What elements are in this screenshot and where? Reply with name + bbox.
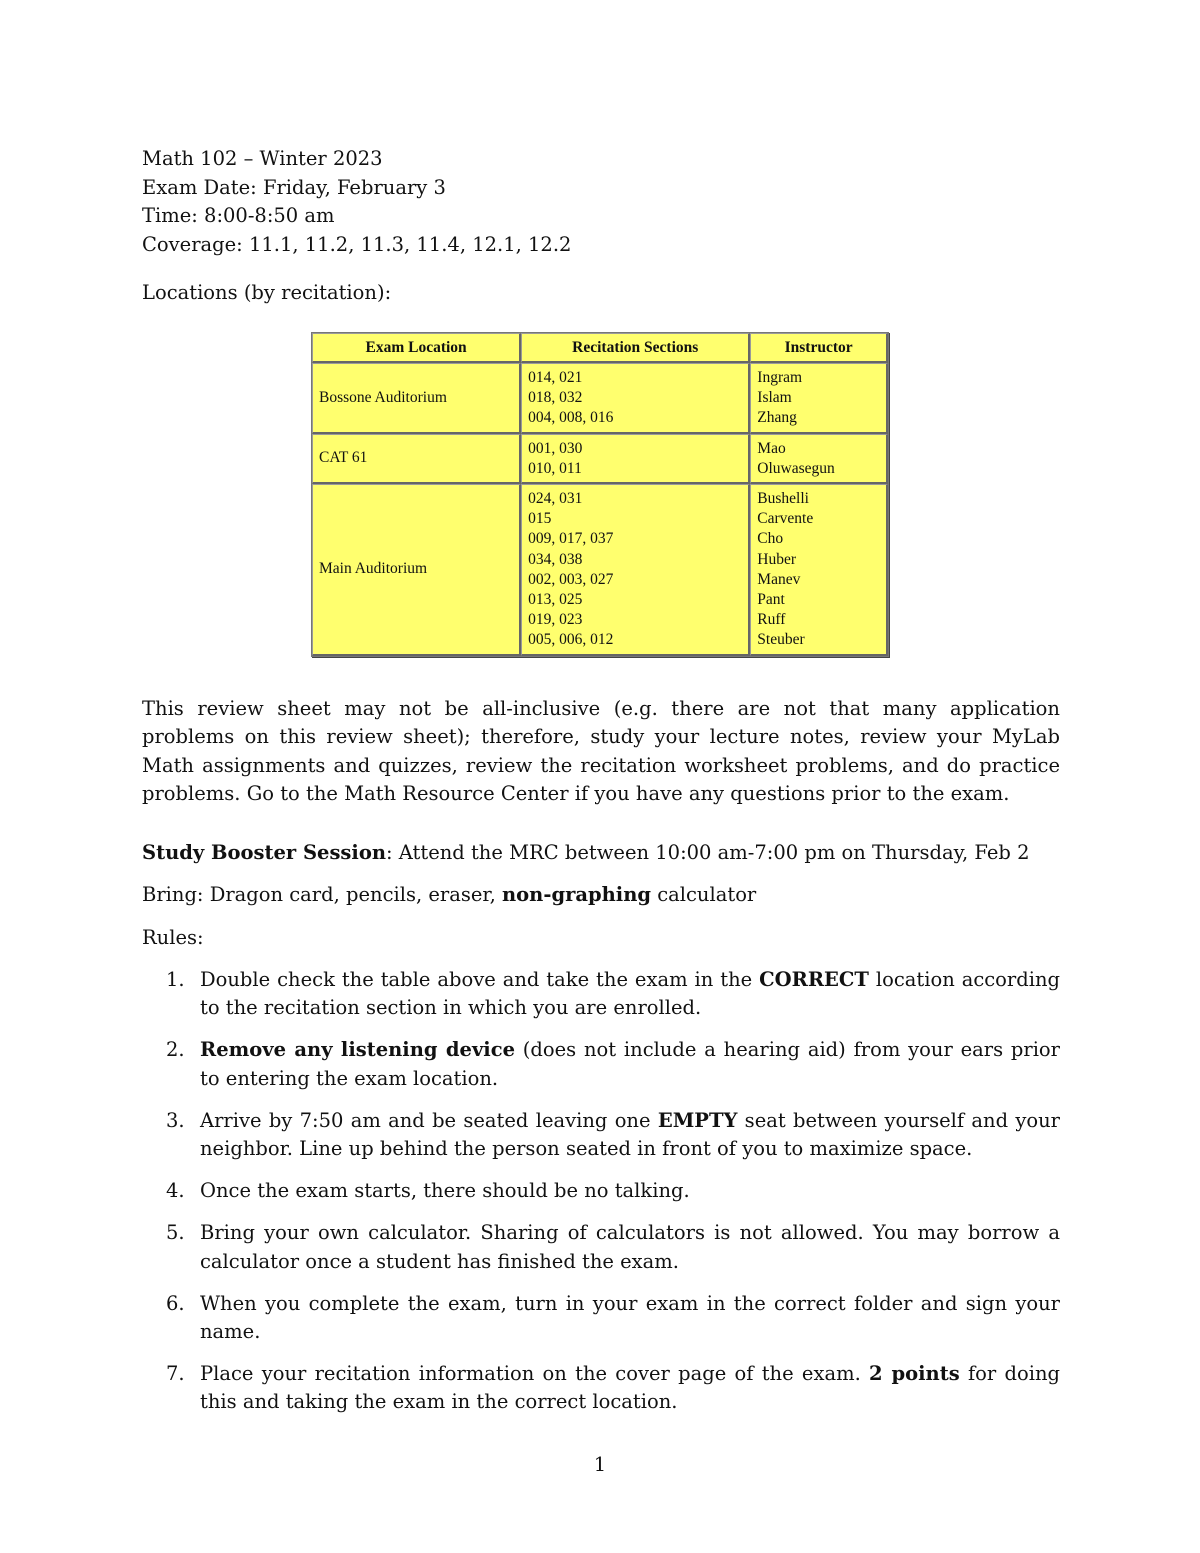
location-cell: Bossone Auditorium xyxy=(312,363,521,434)
section-entry: 004, 008, 016 xyxy=(528,409,614,427)
col-header-location: Exam Location xyxy=(312,333,521,363)
exam-coverage: Coverage: 11.1, 11.2, 11.3, 11.4, 12.1, 12.2 xyxy=(142,232,572,256)
list-item xyxy=(142,1107,1060,1164)
exam-time: Time: 8:00-8:50 am xyxy=(142,204,335,227)
section-entry: 014, 021 xyxy=(528,369,583,386)
section-entry: 015 xyxy=(528,510,552,528)
section-entry: 018, 032 xyxy=(528,389,583,407)
instructor-entry: Ingram xyxy=(757,369,803,386)
instructor-entry: Manev xyxy=(757,570,801,588)
table-row xyxy=(312,363,888,434)
sections-cell xyxy=(521,434,750,484)
list-item xyxy=(142,1290,1060,1347)
instructor-cell xyxy=(750,363,888,434)
list-item xyxy=(142,1177,1060,1205)
exam-location-table xyxy=(311,332,889,657)
instructor-entry: Steuber xyxy=(757,631,805,649)
rule-emphasis: Remove any listening device xyxy=(200,1038,515,1062)
rule-text: When you complete the exam, turn in your exam in the correct folder and sign your name. xyxy=(200,1291,1060,1344)
rule-text: Once the exam starts, there should be no talking. xyxy=(200,1179,690,1203)
instructor-cell xyxy=(750,434,888,484)
instructor-entry: Islam xyxy=(757,389,792,407)
section-entry: 024, 031 xyxy=(528,490,583,508)
instructor-entry: Pant xyxy=(757,591,785,609)
table-row xyxy=(312,484,888,656)
rule-text: (does not include a hearing aid) from your ears prior to entering the exam location. xyxy=(200,1038,1060,1090)
locations-label: Locations (by recitation): xyxy=(142,281,392,304)
study-booster-line xyxy=(142,839,1030,867)
rule-number: 7. xyxy=(166,1362,185,1386)
instructor-entry: Mao xyxy=(757,439,786,457)
review-paragraph: This review sheet may not be all-inclusive (e.g. there are not that many application problems on this review sheet); therefore, study your lecture notes, review your MyLab Math assignments and quizzes, review the recitation worksheet problems, and do practice problems. Go to the Math Resource Center if you have any questions prior to the exam. xyxy=(142,697,1060,806)
bring-prefix: Bring: Dragon card, pencils, eraser, xyxy=(142,883,502,906)
section-entry: 005, 006, 012 xyxy=(528,631,614,649)
booster-label: Study Booster Session xyxy=(142,841,387,864)
list-item xyxy=(142,1036,1060,1093)
instructor-entry: Ruff xyxy=(757,611,786,629)
list-item xyxy=(142,966,1060,1023)
bring-suffix: calculator xyxy=(651,883,757,906)
location-cell: Main Auditorium xyxy=(312,484,521,656)
instructor-entry: Carvente xyxy=(757,510,814,528)
rule-number: 3. xyxy=(166,1108,185,1132)
booster-text: : Attend the MRC between 10:00 am-7:00 pm on Thursday, Feb 2 xyxy=(386,841,1030,864)
sections-cell xyxy=(521,484,750,656)
section-entry: 034, 038 xyxy=(528,550,583,568)
rule-text: for doing this and taking the exam in the correct location. xyxy=(200,1362,1060,1414)
rule-emphasis: 2 points xyxy=(869,1362,960,1386)
rule-number: 6. xyxy=(166,1291,185,1315)
table-row xyxy=(312,434,888,484)
rule-number: 2. xyxy=(166,1038,185,1062)
list-item xyxy=(142,1219,1060,1276)
col-header-sections: Recitation Sections xyxy=(521,333,750,363)
section-entry: 009, 017, 037 xyxy=(528,530,614,548)
rule-number: 1. xyxy=(166,968,185,991)
rule-text: location according to the recitation section in which you are enrolled. xyxy=(200,968,1060,1020)
location-cell: CAT 61 xyxy=(312,434,521,484)
section-entry: 010, 011 xyxy=(528,459,582,477)
exam-header xyxy=(142,145,571,259)
page-number: 1 xyxy=(593,1453,607,1476)
rules-label: Rules: xyxy=(142,926,204,949)
section-entry: 013, 025 xyxy=(528,591,583,609)
rule-emphasis: CORRECT xyxy=(759,968,869,991)
rule-text: Bring your own calculator. Sharing of calculators is not allowed. You may borrow a calculator once a student has finished the exam. xyxy=(200,1221,1060,1273)
table-header-row xyxy=(312,333,888,363)
section-entry: 019, 023 xyxy=(528,611,583,629)
instructor-cell xyxy=(750,484,888,656)
rule-emphasis: EMPTY xyxy=(657,1108,738,1132)
rules-list xyxy=(142,966,1060,1430)
rule-text: Place your recitation information on the cover page of the exam. xyxy=(200,1362,870,1386)
course-title: Math 102 – Winter 2023 xyxy=(142,147,383,170)
rule-text: Double check the table above and take the exam in the xyxy=(200,968,760,991)
rule-number: 4. xyxy=(166,1179,185,1203)
exam-date: Exam Date: Friday, February 3 xyxy=(142,175,446,199)
section-entry: 001, 030 xyxy=(528,439,583,457)
list-item xyxy=(142,1360,1060,1417)
section-entry: 002, 003, 027 xyxy=(528,570,614,588)
rule-text: seat between yourself and your neighbor. Line up behind the person seated in front of you to maximize space. xyxy=(200,1108,1061,1161)
bring-line xyxy=(142,881,756,909)
instructor-entry: Oluwasegun xyxy=(757,459,835,477)
instructor-entry: Cho xyxy=(757,530,784,548)
instructor-entry: Huber xyxy=(757,550,797,568)
bring-bold: non-graphing xyxy=(502,883,652,906)
rule-text: Arrive by 7:50 am and be seated leaving one xyxy=(200,1108,658,1132)
rule-number: 5. xyxy=(166,1221,185,1245)
col-header-instructor: Instructor xyxy=(750,333,888,363)
instructor-entry: Zhang xyxy=(757,409,797,427)
sections-cell xyxy=(521,363,750,434)
instructor-entry: Bushelli xyxy=(757,490,809,508)
